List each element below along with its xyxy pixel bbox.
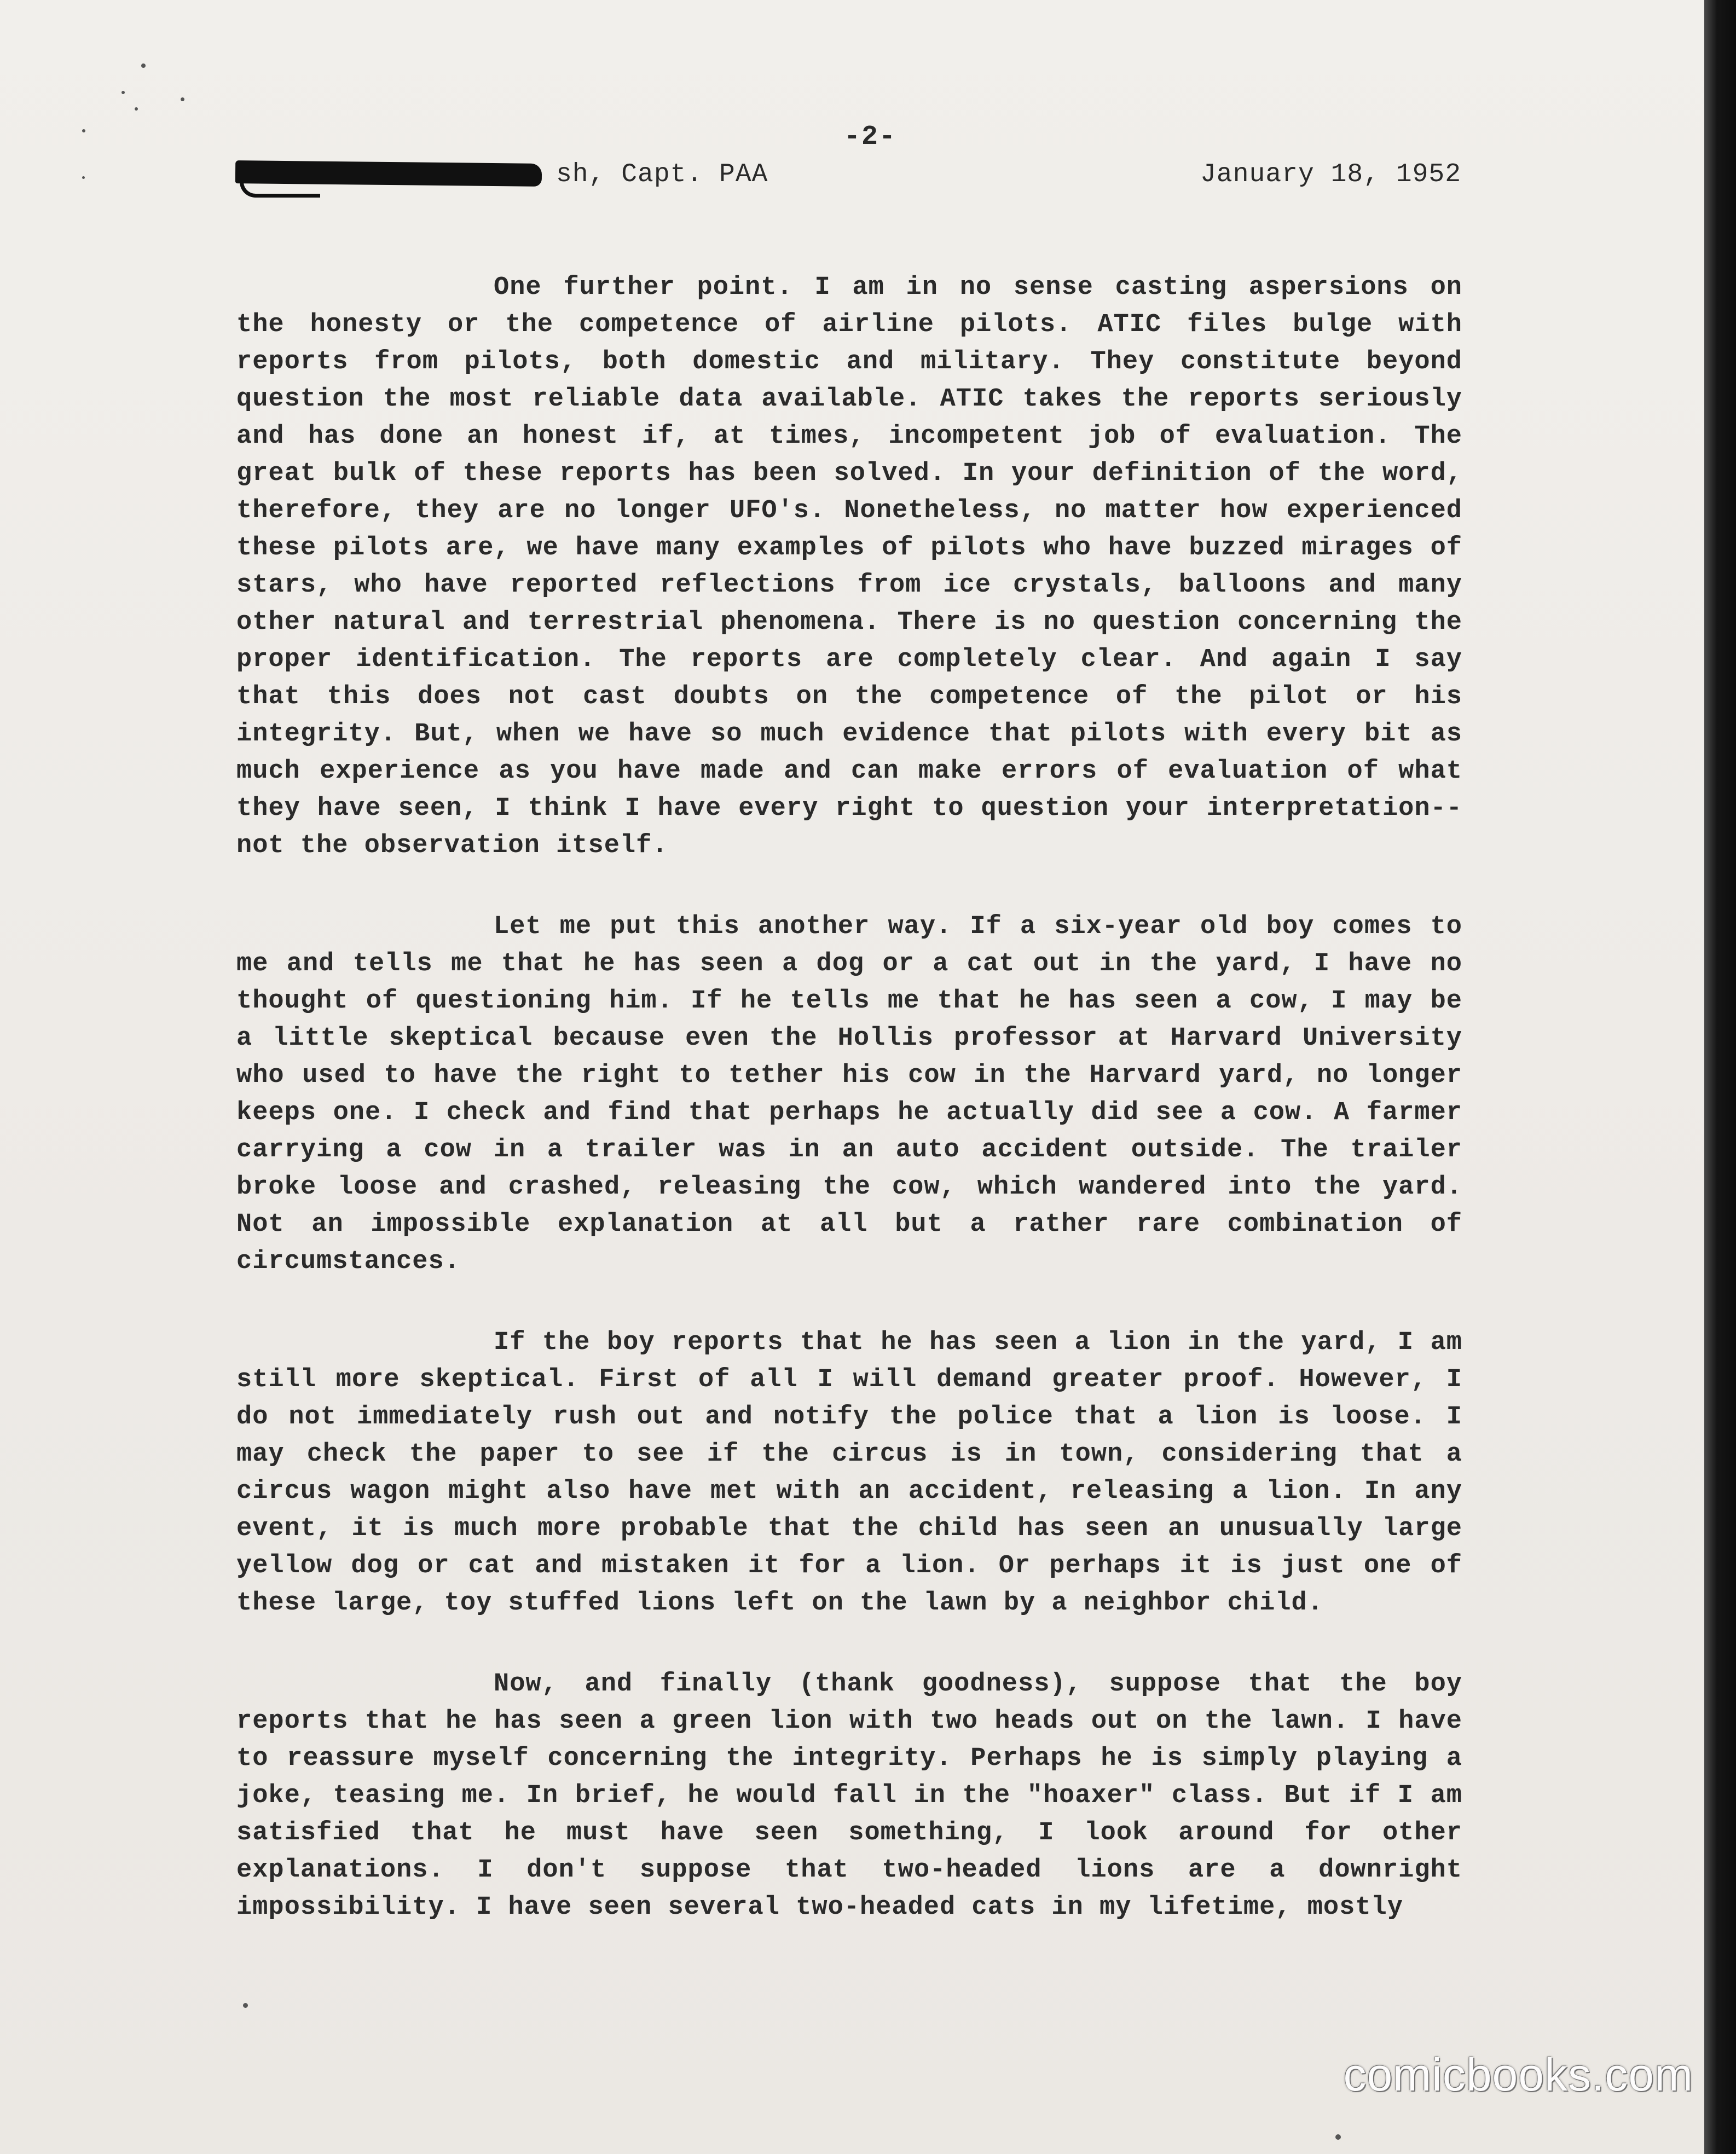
redaction-mark (240, 182, 320, 198)
scan-speck (82, 129, 85, 132)
letter-date: January 18, 1952 (1200, 160, 1461, 189)
scan-speck (135, 107, 138, 111)
paragraph: Let me put this another way. If a six-year old boy comes to me and tells me that he has seen a dog or a cat out in the yard, I have no thought of questioning him. If he tells me that he has seen a cow, I may be a little skeptical because even the Hollis professor at Harvard University who used to have the right to tether his cow in the Harvard yard, no longer keeps one. I check and find that perhaps he actually did see a cow. A farmer carrying a cow in a trailer was in an auto accident outside. The trailer broke loose and crashed, releasing the cow, which wandered into the yard. Not an impossible explanation at all but a rather rare combination of circumstances. (236, 912, 1462, 1276)
page-number: -2- (843, 121, 896, 153)
scan-speck (1335, 2134, 1341, 2140)
scan-speck (243, 2003, 248, 2008)
paragraph: If the boy reports that he has seen a lion in the yard, I am still more skeptical. First of all I will demand greater proof. However, I do not immediately rush out and notify the police that a lion is loose. I may check the paper to see if the circus is in town, considering that a circus wagon might also have met with an accident, releasing a lion. In any event, it is much more probable that the child has seen an unusually large yellow dog or cat and mistaken it for a lion. Or perhaps it is just one of these large, toy stuffed lions left on the lawn by a neighbor child. (236, 1328, 1462, 1618)
letter-body (236, 269, 1462, 1970)
watermark: comicbooks.com (1343, 2049, 1693, 2100)
letter-header (235, 160, 1461, 198)
scan-speck (82, 176, 85, 179)
scan-edge (1704, 0, 1736, 2154)
scan-speck (181, 97, 184, 101)
scan-speck (121, 91, 125, 94)
paragraph: One further point. I am in no sense casting aspersions on the honesty or the competence of airline pilots. ATIC files bulge with reports from pilots, both domestic and military. They constitute beyond question the most reliable data available. ATIC takes the reports seriously and has done an honest if, at times, incompetent job of evaluation. The great bulk of these reports has been solved. In your definition of the word, therefore, they are no longer UFO's. Nonetheless, no matter how experienced these pilots are, we have many examples of pilots who have buzzed mirages of stars, who have reported reflections from ice crystals, balloons and many other natural and terrestrial phenomena. There is no question concerning the proper identification. The reports are completely clear. And again I say that this does not cast doubts on the competence of the pilot or his integrity. But, when we have so much evidence that pilots with every bit as much experience as you have made and can make errors of evaluation of what they have seen, I think I have every right to question your interpretation--not the observation itself. (236, 273, 1462, 860)
scan-speck (141, 63, 146, 68)
paragraph: Now, and finally (thank goodness), suppose that the boy reports that he has seen a green lion with two heads out on the lawn. I have to reassure myself concerning the integrity. Perhaps he is simply playing a joke, teasing me. In brief, he would fall in the "hoaxer" class. But if I am satisfied that he must have seen something, I look around for other explanations. I don't suppose that two-headed lions are a downright impossibility. I have seen several two-headed cats in my lifetime, mostly (236, 1670, 1462, 1922)
recipient-line: sh, Capt. PAA (556, 160, 768, 189)
